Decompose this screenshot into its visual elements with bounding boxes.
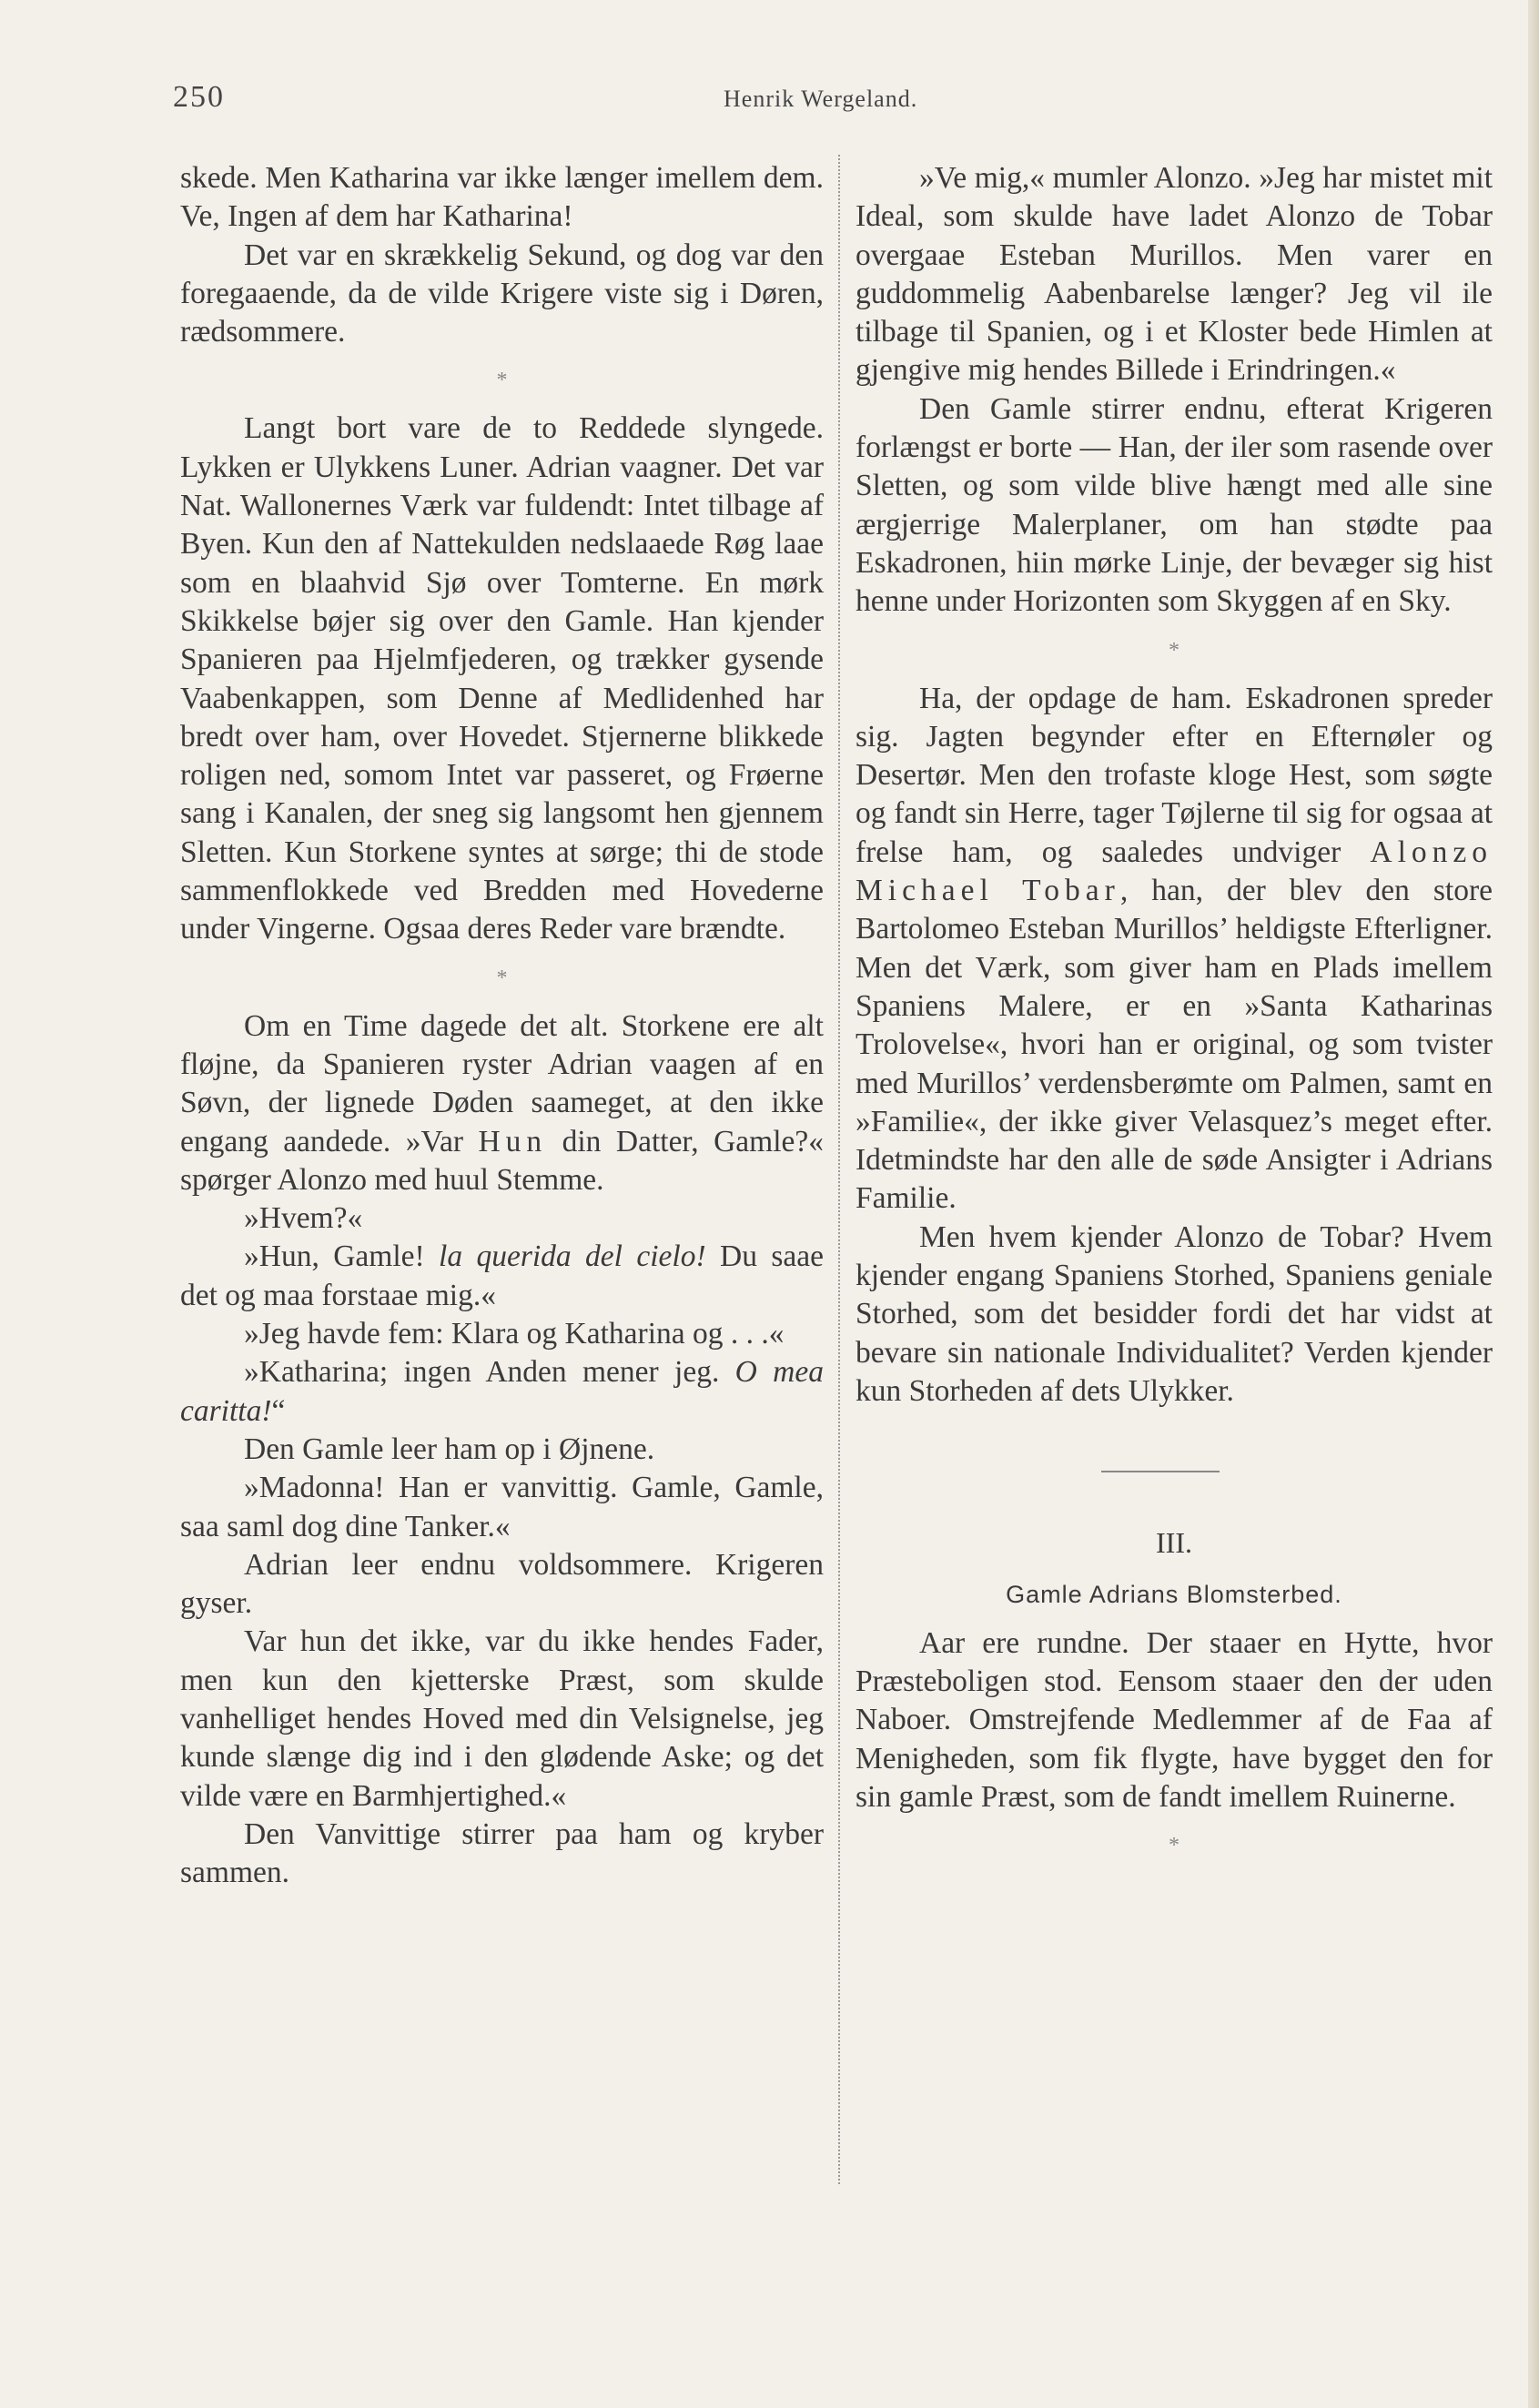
section-rule (856, 1411, 1493, 1465)
paragraph: Om en Time dagede det alt. Storkene ere alt fløjne, da Spanieren ryster Adrian vaagen af en Søvn, der lignede Døden saameget, at den ikke engang aandede. »Var Hun din Datter, Gamle?« spørger Alonzo med huul Stemme. (180, 1008, 824, 1197)
section-title: Gamle Adrians Blomsterbed. (1006, 1580, 1342, 1608)
page-edge (1528, 0, 1539, 2408)
paragraph: Det var en skrækkelig Sekund, og dog var den foregaaende, da de vilde Krigere viste sig i Døren, rædsommere. (180, 238, 824, 349)
paragraph: Aar ere rundne. Der staaer en Hytte, hvor Præsteboligen stod. Eensom staaer den der uden Naboer. Omstrejfende Medlemmer af de Faa af Menigheden, som fik flygte, have bygget den for sin gamle Præst, som de fandt imellem Ruinerne. (856, 1625, 1493, 1814)
left-column (180, 159, 824, 1892)
paragraph: Var hun det ikke, var du ikke hendes Fader, men kun den kjetterske Præst, som skulde vanhelliget hendes Hoved med din Velsignelse, jeg kunde slænge dig ind i den glødende Aske; og det vilde være en Barmhjertighed.« (180, 1624, 824, 1813)
paragraph: skede. Men Katharina var ikke længer imellem dem. Ve, Ingen af dem har Katharina! (180, 161, 824, 234)
paragraph: »Hun, Gamle! la querida del cielo! Du saae det og maa forstaae mig.« (180, 1239, 824, 1312)
paragraph: »Hvem?« (244, 1201, 363, 1236)
paragraph: »Madonna! Han er vanvittig. Gamle, Gamle, saa saml dog dine Tanker.« (180, 1471, 824, 1543)
asterisk-separator: * (496, 369, 508, 393)
page-number: 250 (173, 80, 225, 114)
paragraph: Ha, der opdage de ham. Eskadronen spreder sig. Jagten begynder efter en Efternøler og Desertør. Men den trofaste kloge Hest, som søgte og fandt sin Herre, tager Tøjlerne til sig for ogsaa at frelse ham, og saaledes undviger Alonzo Michael Tobar, han, der blev den store Bartolomeo Esteban Murillos’ heldigste Efterligner. Men det Værk, som giver ham en Plads imellem Spaniens Malere, er en »Santa Katharinas Trolovelse«, hvori han er original, og som tvister med Murillos’ verdensberømte om Palmen, samt en »Familie«, der ikke giver Velasquez’s meget efter. Idetmindste har den alle de søde Ansigter i Adrians Familie. (856, 681, 1493, 1216)
section-number: III. (1156, 1526, 1192, 1560)
asterisk-separator: * (1169, 638, 1180, 663)
paragraph: »Katharina; ingen Anden mener jeg. O mea caritta!“ (180, 1355, 824, 1428)
paragraph: »Jeg havde fem: Klara og Katharina og . . .« (244, 1317, 785, 1351)
running-title: Henrik Wergeland. (724, 86, 918, 112)
asterisk-separator: * (1169, 1834, 1180, 1858)
paragraph: Den Gamle stirrer endnu, efterat Krigeren forlængst er borte — Han, der iler som rasende over Sletten, og som vilde blive hængt med alle sine ærgjerrige Malerplaner, om han stødte paa Eskadronen, hiin mørke Linje, der bevæger sig hist henne under Horizonten som Skyggen af en Sky. (856, 391, 1493, 619)
asterisk-separator: * (496, 966, 508, 990)
paragraph: Men hvem kjender Alonzo de Tobar? Hvem kjender engang Spaniens Storhed, Spaniens geniale Storhed, som det besidder fordi det har vidst at bevare sin nationale Individualitet? Verden kjender kun Storheden af dets Ulykker. (856, 1219, 1493, 1408)
paragraph: »Ve mig,« mumler Alonzo. »Jeg har mistet mit Ideal, som skulde have ladet Alonzo de Tobar overgaae Esteban Murillos. Men varer en guddommelig Aabenbarelse længer? Jeg vil ile tilbage til Spanien, og i et Kloster bede Himlen at gjengive mig hendes Billede i Erindringen.« (856, 161, 1493, 388)
paragraph: Den Vanvittige stirrer paa ham og kryber sammen. (180, 1816, 824, 1890)
paragraph: Adrian leer endnu voldsommere. Krigeren gyser. (180, 1547, 824, 1621)
column-divider (838, 155, 840, 2184)
right-column (856, 159, 1493, 1875)
paragraph: Den Gamle leer ham op i Øjnene. (244, 1432, 655, 1466)
paragraph: Langt bort vare de to Reddede slyngede. Lykken er Ulykkens Luner. Adrian vaagner. Det var Nat. Wallonernes Værk var fuldendt: Intet tilbage af Byen. Kun den af Nattekulden nedslaaede Røg laae som en blaahvid Sjø over Tomterne. En mørk Skikkelse bøjer sig over den Gamle. Han kjender Spanieren paa Hjelmfjederen, og trækker gysende Vaabenkappen, som Denne af Medlidenhed har bredt over ham, over Hovedet. Stjernerne blikkede roligen ned, somom Intet var passeret, og Frøerne sang i Kanalen, der sneg sig langsomt hen gjennem Sletten. Kun Storkene syntes at sørge; thi de stode sammenflokkede ved Bredden med Hovederne under Vingerne. Ogsaa deres Reder vare brændte. (180, 411, 824, 946)
